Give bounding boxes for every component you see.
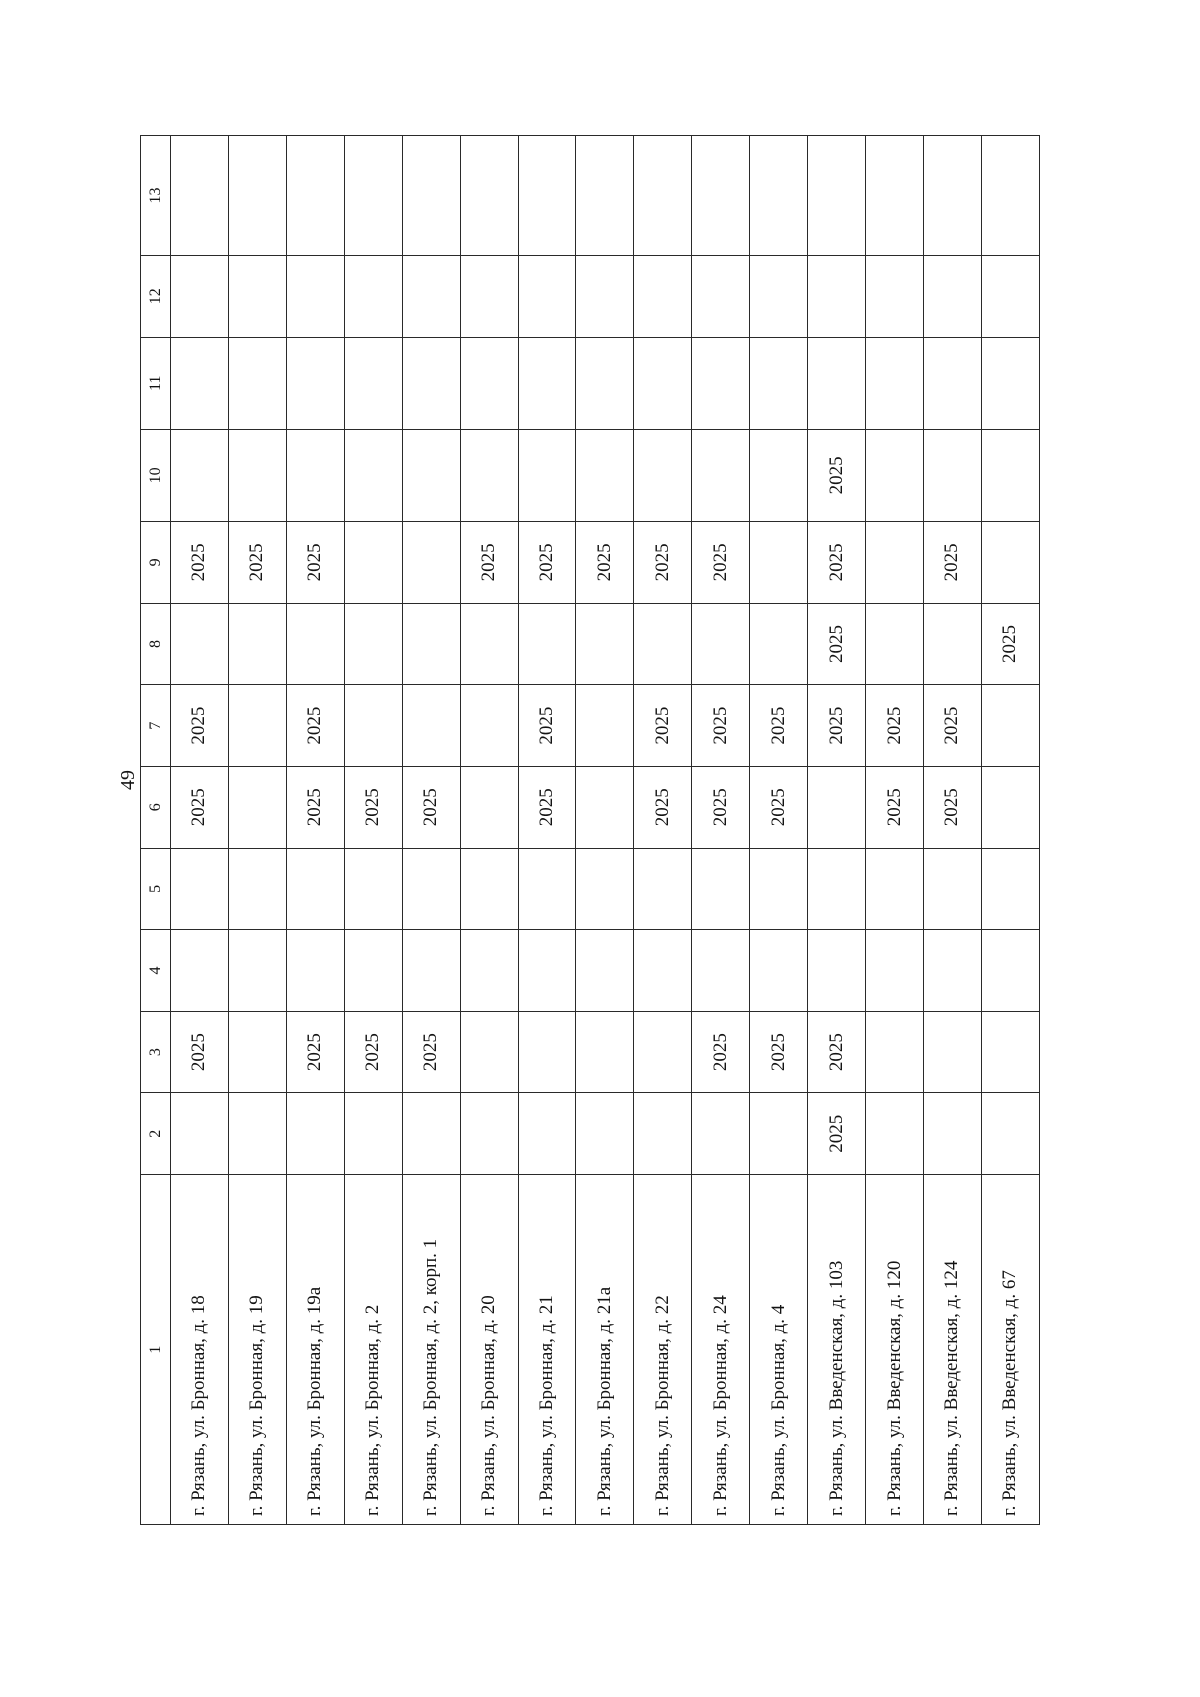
year-cell: 2025 bbox=[460, 521, 518, 603]
year-cell bbox=[228, 685, 286, 767]
year-cell bbox=[460, 337, 518, 429]
year-cell: 2025 bbox=[171, 1011, 229, 1093]
year-cell bbox=[344, 136, 402, 256]
year-cell bbox=[286, 603, 344, 685]
year-cell bbox=[344, 429, 402, 521]
year-cell bbox=[576, 1093, 634, 1175]
page-number: 49 bbox=[117, 770, 139, 790]
year-cell bbox=[576, 685, 634, 767]
year-cell: 2025 bbox=[750, 766, 808, 848]
year-cell bbox=[808, 136, 866, 256]
year-cell bbox=[634, 848, 692, 930]
year-cell bbox=[460, 1011, 518, 1093]
year-cell bbox=[981, 848, 1039, 930]
year-cell bbox=[171, 429, 229, 521]
year-cell: 2025 bbox=[923, 685, 981, 767]
year-cell bbox=[344, 930, 402, 1012]
year-cell bbox=[808, 766, 866, 848]
year-cell bbox=[228, 848, 286, 930]
year-cell: 2025 bbox=[286, 521, 344, 603]
year-cell: 2025 bbox=[808, 685, 866, 767]
year-cell bbox=[750, 521, 808, 603]
year-cell bbox=[981, 1093, 1039, 1175]
year-cell bbox=[866, 521, 924, 603]
year-cell bbox=[460, 136, 518, 256]
year-cell: 2025 bbox=[981, 603, 1039, 685]
year-cell bbox=[286, 848, 344, 930]
year-cell bbox=[692, 429, 750, 521]
year-cell bbox=[923, 429, 981, 521]
year-cell bbox=[344, 848, 402, 930]
year-cell bbox=[518, 930, 576, 1012]
column-header: 10 bbox=[141, 429, 171, 521]
year-cell bbox=[923, 930, 981, 1012]
year-cell bbox=[402, 429, 460, 521]
year-cell bbox=[576, 930, 634, 1012]
year-cell bbox=[576, 848, 634, 930]
table-row bbox=[460, 136, 518, 1525]
year-cell: 2025 bbox=[402, 1011, 460, 1093]
column-header: 11 bbox=[141, 337, 171, 429]
year-cell bbox=[402, 255, 460, 337]
year-cell bbox=[402, 1093, 460, 1175]
year-cell bbox=[692, 930, 750, 1012]
year-cell bbox=[228, 429, 286, 521]
table-row bbox=[576, 136, 634, 1525]
year-cell bbox=[576, 429, 634, 521]
year-cell bbox=[171, 848, 229, 930]
year-cell bbox=[866, 429, 924, 521]
year-cell bbox=[750, 136, 808, 256]
year-cell bbox=[923, 337, 981, 429]
year-cell bbox=[286, 337, 344, 429]
year-cell bbox=[750, 337, 808, 429]
column-header: 3 bbox=[141, 1011, 171, 1093]
year-cell bbox=[923, 255, 981, 337]
year-cell bbox=[518, 848, 576, 930]
year-cell bbox=[171, 1093, 229, 1175]
year-cell bbox=[344, 603, 402, 685]
column-header: 7 bbox=[141, 685, 171, 767]
year-cell bbox=[576, 766, 634, 848]
year-cell: 2025 bbox=[344, 766, 402, 848]
year-cell bbox=[808, 930, 866, 1012]
year-cell bbox=[634, 1093, 692, 1175]
year-cell bbox=[460, 603, 518, 685]
year-cell bbox=[750, 1093, 808, 1175]
year-cell bbox=[981, 337, 1039, 429]
year-cell bbox=[866, 848, 924, 930]
table-row bbox=[402, 136, 460, 1525]
year-cell bbox=[402, 603, 460, 685]
year-cell bbox=[634, 930, 692, 1012]
address-cell: г. Рязань, ул. Бронная, д. 22 bbox=[634, 1175, 692, 1525]
year-cell bbox=[344, 337, 402, 429]
address-cell: г. Рязань, ул. Бронная, д. 19 bbox=[228, 1175, 286, 1525]
table-row bbox=[866, 136, 924, 1525]
year-cell: 2025 bbox=[228, 521, 286, 603]
address-cell: г. Рязань, ул. Бронная, д. 24 bbox=[692, 1175, 750, 1525]
year-cell: 2025 bbox=[634, 521, 692, 603]
address-cell: г. Рязань, ул. Бронная, д. 4 bbox=[750, 1175, 808, 1525]
table-row bbox=[981, 136, 1039, 1525]
address-cell: г. Рязань, ул. Введенская, д. 124 bbox=[923, 1175, 981, 1525]
year-cell bbox=[576, 1011, 634, 1093]
year-cell bbox=[286, 930, 344, 1012]
year-cell bbox=[518, 603, 576, 685]
year-cell bbox=[286, 136, 344, 256]
year-cell bbox=[866, 1093, 924, 1175]
year-cell: 2025 bbox=[286, 1011, 344, 1093]
year-cell bbox=[460, 1093, 518, 1175]
year-cell bbox=[692, 136, 750, 256]
year-cell: 2025 bbox=[923, 766, 981, 848]
table-row bbox=[518, 136, 576, 1525]
year-cell bbox=[228, 255, 286, 337]
year-cell bbox=[750, 255, 808, 337]
address-cell: г. Рязань, ул. Бронная, д. 19а bbox=[286, 1175, 344, 1525]
year-cell: 2025 bbox=[750, 1011, 808, 1093]
table-row bbox=[750, 136, 808, 1525]
year-cell: 2025 bbox=[750, 685, 808, 767]
year-cell bbox=[923, 1093, 981, 1175]
year-cell bbox=[171, 136, 229, 256]
year-cell bbox=[866, 1011, 924, 1093]
year-cell bbox=[866, 930, 924, 1012]
year-cell: 2025 bbox=[344, 1011, 402, 1093]
table-row bbox=[228, 136, 286, 1525]
year-cell bbox=[286, 255, 344, 337]
year-cell bbox=[634, 429, 692, 521]
year-cell bbox=[923, 603, 981, 685]
year-cell: 2025 bbox=[576, 521, 634, 603]
year-cell bbox=[923, 848, 981, 930]
header-row bbox=[141, 136, 171, 1525]
year-cell bbox=[518, 136, 576, 256]
year-cell bbox=[866, 603, 924, 685]
year-cell bbox=[692, 603, 750, 685]
year-cell bbox=[460, 685, 518, 767]
year-cell bbox=[981, 255, 1039, 337]
year-cell bbox=[692, 337, 750, 429]
year-cell bbox=[981, 1011, 1039, 1093]
year-cell: 2025 bbox=[866, 685, 924, 767]
year-cell bbox=[866, 136, 924, 256]
year-cell bbox=[750, 429, 808, 521]
year-cell bbox=[981, 521, 1039, 603]
year-cell bbox=[460, 766, 518, 848]
year-cell: 2025 bbox=[692, 766, 750, 848]
year-cell bbox=[171, 603, 229, 685]
table-row bbox=[344, 136, 402, 1525]
year-cell bbox=[981, 685, 1039, 767]
year-cell bbox=[923, 136, 981, 256]
year-cell: 2025 bbox=[518, 766, 576, 848]
year-cell bbox=[228, 603, 286, 685]
year-cell bbox=[576, 255, 634, 337]
year-cell bbox=[402, 337, 460, 429]
year-cell bbox=[344, 255, 402, 337]
year-cell: 2025 bbox=[518, 521, 576, 603]
year-cell bbox=[692, 848, 750, 930]
year-cell bbox=[460, 848, 518, 930]
year-cell bbox=[750, 603, 808, 685]
column-header: 9 bbox=[141, 521, 171, 603]
year-cell bbox=[692, 1093, 750, 1175]
year-cell bbox=[460, 429, 518, 521]
year-cell: 2025 bbox=[808, 1093, 866, 1175]
year-cell bbox=[866, 337, 924, 429]
address-cell: г. Рязань, ул. Бронная, д. 2 bbox=[344, 1175, 402, 1525]
year-cell bbox=[750, 930, 808, 1012]
column-header: 8 bbox=[141, 603, 171, 685]
column-header: 5 bbox=[141, 848, 171, 930]
year-cell: 2025 bbox=[634, 685, 692, 767]
year-cell bbox=[344, 1093, 402, 1175]
year-cell bbox=[460, 930, 518, 1012]
year-cell bbox=[518, 255, 576, 337]
year-cell bbox=[981, 429, 1039, 521]
table-row bbox=[808, 136, 866, 1525]
column-header: 1 bbox=[141, 1175, 171, 1525]
year-cell bbox=[923, 1011, 981, 1093]
year-cell: 2025 bbox=[808, 1011, 866, 1093]
year-cell bbox=[634, 136, 692, 256]
address-cell: г. Рязань, ул. Бронная, д. 21а bbox=[576, 1175, 634, 1525]
year-cell bbox=[634, 255, 692, 337]
year-cell bbox=[634, 603, 692, 685]
table-rotated-container bbox=[140, 135, 1040, 1525]
year-cell bbox=[576, 136, 634, 256]
column-header: 4 bbox=[141, 930, 171, 1012]
table-row bbox=[171, 136, 229, 1525]
column-header: 2 bbox=[141, 1093, 171, 1175]
column-header: 6 bbox=[141, 766, 171, 848]
year-cell bbox=[692, 255, 750, 337]
year-cell: 2025 bbox=[866, 766, 924, 848]
year-cell: 2025 bbox=[171, 521, 229, 603]
year-cell bbox=[402, 136, 460, 256]
table-row bbox=[923, 136, 981, 1525]
year-cell: 2025 bbox=[692, 1011, 750, 1093]
address-cell: г. Рязань, ул. Введенская, д. 120 bbox=[866, 1175, 924, 1525]
year-cell bbox=[808, 848, 866, 930]
year-cell bbox=[518, 429, 576, 521]
year-cell bbox=[402, 521, 460, 603]
year-cell bbox=[518, 1011, 576, 1093]
year-cell: 2025 bbox=[402, 766, 460, 848]
address-cell: г. Рязань, ул. Бронная, д. 21 bbox=[518, 1175, 576, 1525]
year-cell bbox=[344, 685, 402, 767]
table-body bbox=[171, 136, 1040, 1525]
year-cell bbox=[576, 603, 634, 685]
year-cell bbox=[866, 255, 924, 337]
year-cell: 2025 bbox=[692, 521, 750, 603]
table-row bbox=[634, 136, 692, 1525]
address-cell: г. Рязань, ул. Введенская, д. 103 bbox=[808, 1175, 866, 1525]
year-cell bbox=[808, 337, 866, 429]
year-cell: 2025 bbox=[171, 685, 229, 767]
year-cell bbox=[750, 848, 808, 930]
address-cell: г. Рязань, ул. Бронная, д. 18 bbox=[171, 1175, 229, 1525]
year-cell bbox=[171, 255, 229, 337]
year-cell bbox=[518, 337, 576, 429]
year-cell bbox=[634, 337, 692, 429]
year-cell bbox=[402, 848, 460, 930]
year-cell bbox=[286, 1093, 344, 1175]
year-cell bbox=[228, 1011, 286, 1093]
year-cell bbox=[518, 1093, 576, 1175]
year-cell bbox=[981, 766, 1039, 848]
column-header: 12 bbox=[141, 255, 171, 337]
address-cell: г. Рязань, ул. Введенская, д. 67 bbox=[981, 1175, 1039, 1525]
year-cell: 2025 bbox=[634, 766, 692, 848]
year-cell bbox=[981, 930, 1039, 1012]
year-cell bbox=[228, 337, 286, 429]
year-cell bbox=[344, 521, 402, 603]
table-row bbox=[286, 136, 344, 1525]
year-cell bbox=[402, 685, 460, 767]
year-cell bbox=[576, 337, 634, 429]
year-cell bbox=[171, 337, 229, 429]
column-header: 13 bbox=[141, 136, 171, 256]
year-cell bbox=[228, 136, 286, 256]
year-cell: 2025 bbox=[286, 766, 344, 848]
year-cell bbox=[981, 136, 1039, 256]
address-cell: г. Рязань, ул. Бронная, д. 2, корп. 1 bbox=[402, 1175, 460, 1525]
address-cell: г. Рязань, ул. Бронная, д. 20 bbox=[460, 1175, 518, 1525]
year-cell bbox=[228, 930, 286, 1012]
year-cell: 2025 bbox=[692, 685, 750, 767]
table-row bbox=[692, 136, 750, 1525]
year-cell bbox=[171, 930, 229, 1012]
year-cell bbox=[460, 255, 518, 337]
data-table bbox=[140, 135, 1040, 1525]
year-cell bbox=[228, 766, 286, 848]
year-cell: 2025 bbox=[518, 685, 576, 767]
year-cell bbox=[402, 930, 460, 1012]
year-cell bbox=[286, 429, 344, 521]
year-cell bbox=[808, 255, 866, 337]
year-cell bbox=[228, 1093, 286, 1175]
year-cell: 2025 bbox=[808, 429, 866, 521]
year-cell: 2025 bbox=[808, 521, 866, 603]
year-cell: 2025 bbox=[286, 685, 344, 767]
year-cell: 2025 bbox=[923, 521, 981, 603]
year-cell: 2025 bbox=[808, 603, 866, 685]
year-cell: 2025 bbox=[171, 766, 229, 848]
year-cell bbox=[634, 1011, 692, 1093]
